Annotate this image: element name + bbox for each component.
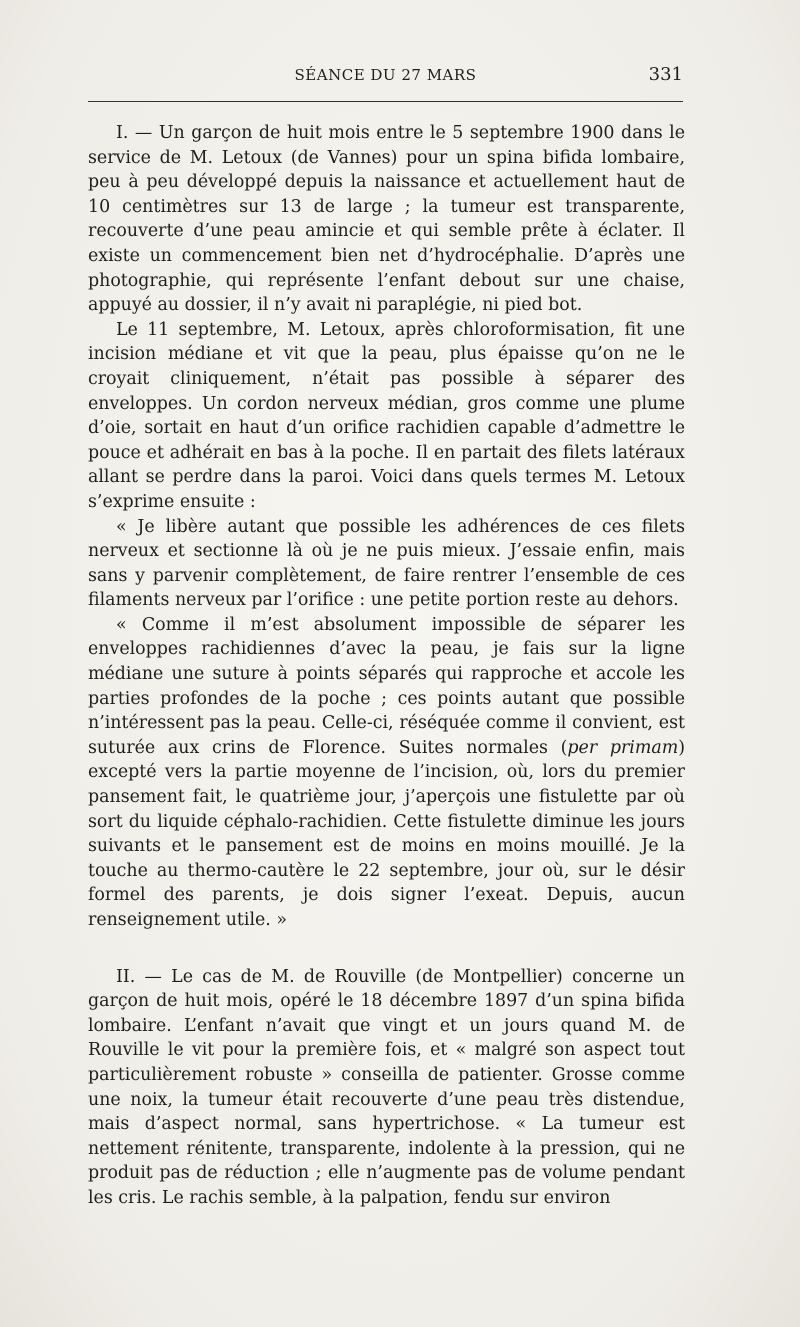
quote-2-text-b: ) excepté vers la partie moyenne de l’incision, où, lors du premier pansement fait, le quatrième jour, j’aperçois une fistulette par où sort du liquide céphalo-rachidien. Cette fistulette diminue les jours suivants et le pansement est de moins en moins mouillé. Je la touche au thermo-cautère le 22 septembre, jour où, sur le désir formel des parents, je dois signer l’exeat. Depuis, aucun renseignement utile. »: [88, 737, 685, 930]
quote-2-italic-term: per primam: [567, 737, 679, 758]
section-gap: [88, 933, 685, 965]
quote-2-text-a: « Comme il m’est absolument impossible de séparer les enveloppes rachidiennes d’avec la peau, je fais sur la ligne médiane une suture à points séparés qui rapproche et accole les parties profondes de la poche ; ces points autant que possible n’intéressent pas la peau. Celle-ci, réséquée comme il convient, est suturée aux crins de Florence. Suites normales (: [88, 614, 685, 758]
paragraph-quote-1: « Je libère autant que possible les adhérences de ces filets nerveux et sectionne là où je ne puis mieux. J’essaie enfin, mais sans y parvenir complètement, de faire rentrer l’ensemble de ces filaments nerveux par l’orifice : une petite portion reste au dehors.: [88, 516, 685, 611]
paragraph-quote-2: [88, 613, 685, 933]
page-number: 331: [648, 64, 683, 85]
paragraph-case-1: I. — Un garçon de huit mois entre le 5 septembre 1900 dans le service de M. Letoux (de Vannes) pour un spina bifida lombaire, peu à peu développé depuis la naissance et actuellement haut de 10 centimètres sur 13 de large ; la tumeur est transparente, recouverte d’une peau amincie et qui semble prête à éclater. Il existe un commencement bien net d’hydrocéphalie. D’après une photographie, qui représente l’enfant debout sur une chaise, appuyé au dossier, il n’y avait ni paraplégie, ni pied bot.: [88, 123, 685, 316]
paragraph-operation: Le 11 septembre, M. Letoux, après chloroformisation, fit une incision médiane et vit que la peau, plus épaisse qu’on ne le croyait cliniquement, n’était pas possible à séparer des enveloppes. Un cordon nerveux médian, gros comme une plume d’oie, sortait en haut d’un orifice rachidien capable d’admettre le pouce et adhérait en bas à la poche. Il en partait des filets latéraux allant se perdre dans la paroi. Voici dans quels termes M. Letoux s’exprime ensuite :: [88, 319, 685, 512]
page-body: [88, 121, 685, 1211]
header-rule: [88, 101, 683, 102]
running-title: SÉANCE DU 27 MARS: [294, 66, 477, 84]
page-header: [88, 58, 683, 88]
paragraph-case-2: II. — Le cas de M. de Rouville (de Montpellier) concerne un garçon de huit mois, opéré le 18 décembre 1897 d’un spina bifida lombaire. L’enfant n’avait que vingt et un jours quand M. de Rouville le vit pour la première fois, et « malgré son aspect tout particulièrement robuste » conseilla de patienter. Grosse comme une noix, la tumeur était recouverte d’une peau très distendue, mais d’aspect normal, sans hypertrichose. « La tumeur est nettement rénitente, transparente, indolente à la pression, qui ne produit pas de réduction ; elle n’augmente pas de volume pendant les cris. Le rachis semble, à la palpation, fendu sur environ: [88, 966, 685, 1208]
